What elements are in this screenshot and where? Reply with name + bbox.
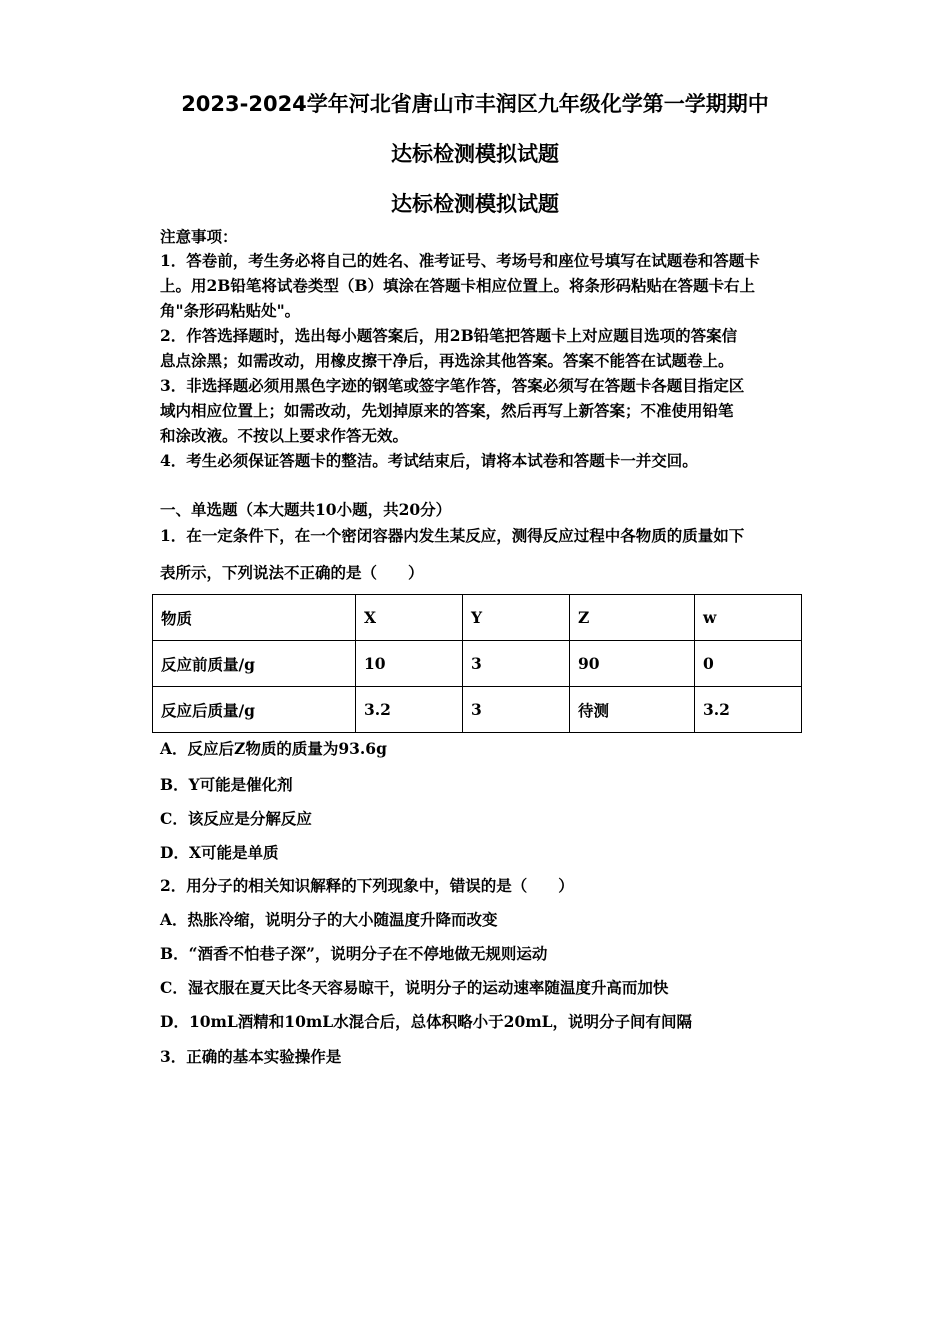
q3-stem: 3．正确的基本实验操作是	[160, 1047, 342, 1066]
notice-line: 4．考生必须保证答题卡的整洁。考试结束后，请将本试卷和答题卡一并交回。	[160, 451, 698, 470]
q2-option-d: D．10mL酒精和10mL水混合后，总体积略小于20mL，说明分子间有间隔	[160, 1012, 693, 1031]
table-row	[153, 687, 802, 733]
table-cell: Y	[463, 595, 570, 641]
q2-option-c: C．湿衣服在夏天比冬天容易晾干，说明分子的运动速率随温度升高而加快	[160, 978, 669, 997]
table-cell: 90	[570, 641, 695, 687]
table-cell: 反应前质量/g	[153, 641, 356, 687]
table-cell: 0	[695, 641, 802, 687]
q1-option-a: A．反应后Z物质的质量为93.6g	[160, 739, 387, 758]
q1-option-d: D．X可能是单质	[160, 843, 279, 862]
q1-option-b: B．Y可能是催化剂	[160, 775, 293, 794]
table-cell: 3	[463, 687, 570, 733]
table-cell: 3.2	[695, 687, 802, 733]
notice-line: 1．答卷前，考生务必将自己的姓名、准考证号、考场号和座位号填写在试题卷和答题卡	[160, 251, 760, 270]
notice-line: 3．非选择题必须用黑色字迹的钢笔或签字笔作答，答案必须写在答题卡各题目指定区	[160, 376, 745, 395]
section-heading: 一、单选题（本大题共10小题，共20分）	[160, 500, 452, 519]
title-line-2: 达标检测模拟试题	[391, 142, 559, 166]
notice-line: 上。用2B铅笔将试卷类型（B）填涂在答题卡相应位置上。将条形码粘贴在答题卡右上	[160, 276, 755, 295]
notice-line: 域内相应位置上；如需改动，先划掉原来的答案，然后再写上新答案；不准使用铅笔	[160, 401, 734, 420]
table-cell: 待测	[570, 687, 695, 733]
table-row	[153, 641, 802, 687]
notice-line: 2．作答选择题时，选出每小题答案后，用2B铅笔把答题卡上对应题目选项的答案信	[160, 326, 738, 345]
q1-stem-line-1: 1．在一定条件下，在一个密闭容器内发生某反应，测得反应过程中各物质的质量如下	[160, 526, 745, 545]
title-line-1: 2023-2024学年河北省唐山市丰润区九年级化学第一学期期中	[181, 92, 769, 116]
q2-option-b: B．“酒香不怕巷子深”，说明分子在不停地做无规则运动	[160, 944, 548, 963]
table-cell: X	[356, 595, 463, 641]
table-row	[153, 595, 802, 641]
q1-stem-line-2: 表所示，下列说法不正确的是（ ）	[160, 563, 424, 582]
table-cell: 3	[463, 641, 570, 687]
title-line-3: 达标检测模拟试题	[391, 192, 559, 216]
notice-line: 角"条形码粘贴处"。	[160, 301, 301, 320]
q2-stem: 2．用分子的相关知识解释的下列现象中，错误的是（ ）	[160, 876, 574, 895]
table-cell: 10	[356, 641, 463, 687]
q2-option-a: A．热胀冷缩，说明分子的大小随温度升降而改变	[160, 910, 498, 929]
table-cell: 物质	[153, 595, 356, 641]
table-cell: w	[695, 595, 802, 641]
mass-table	[152, 594, 802, 733]
notice-line: 息点涂黑；如需改动，用橡皮擦干净后，再选涂其他答案。答案不能答在试题卷上。	[160, 351, 734, 370]
table-cell: 反应后质量/g	[153, 687, 356, 733]
table-cell: Z	[570, 595, 695, 641]
q1-option-c: C．该反应是分解反应	[160, 809, 312, 828]
notice-line: 和涂改液。不按以上要求作答无效。	[160, 426, 409, 445]
notice-heading: 注意事项：	[160, 227, 238, 246]
table-cell: 3.2	[356, 687, 463, 733]
